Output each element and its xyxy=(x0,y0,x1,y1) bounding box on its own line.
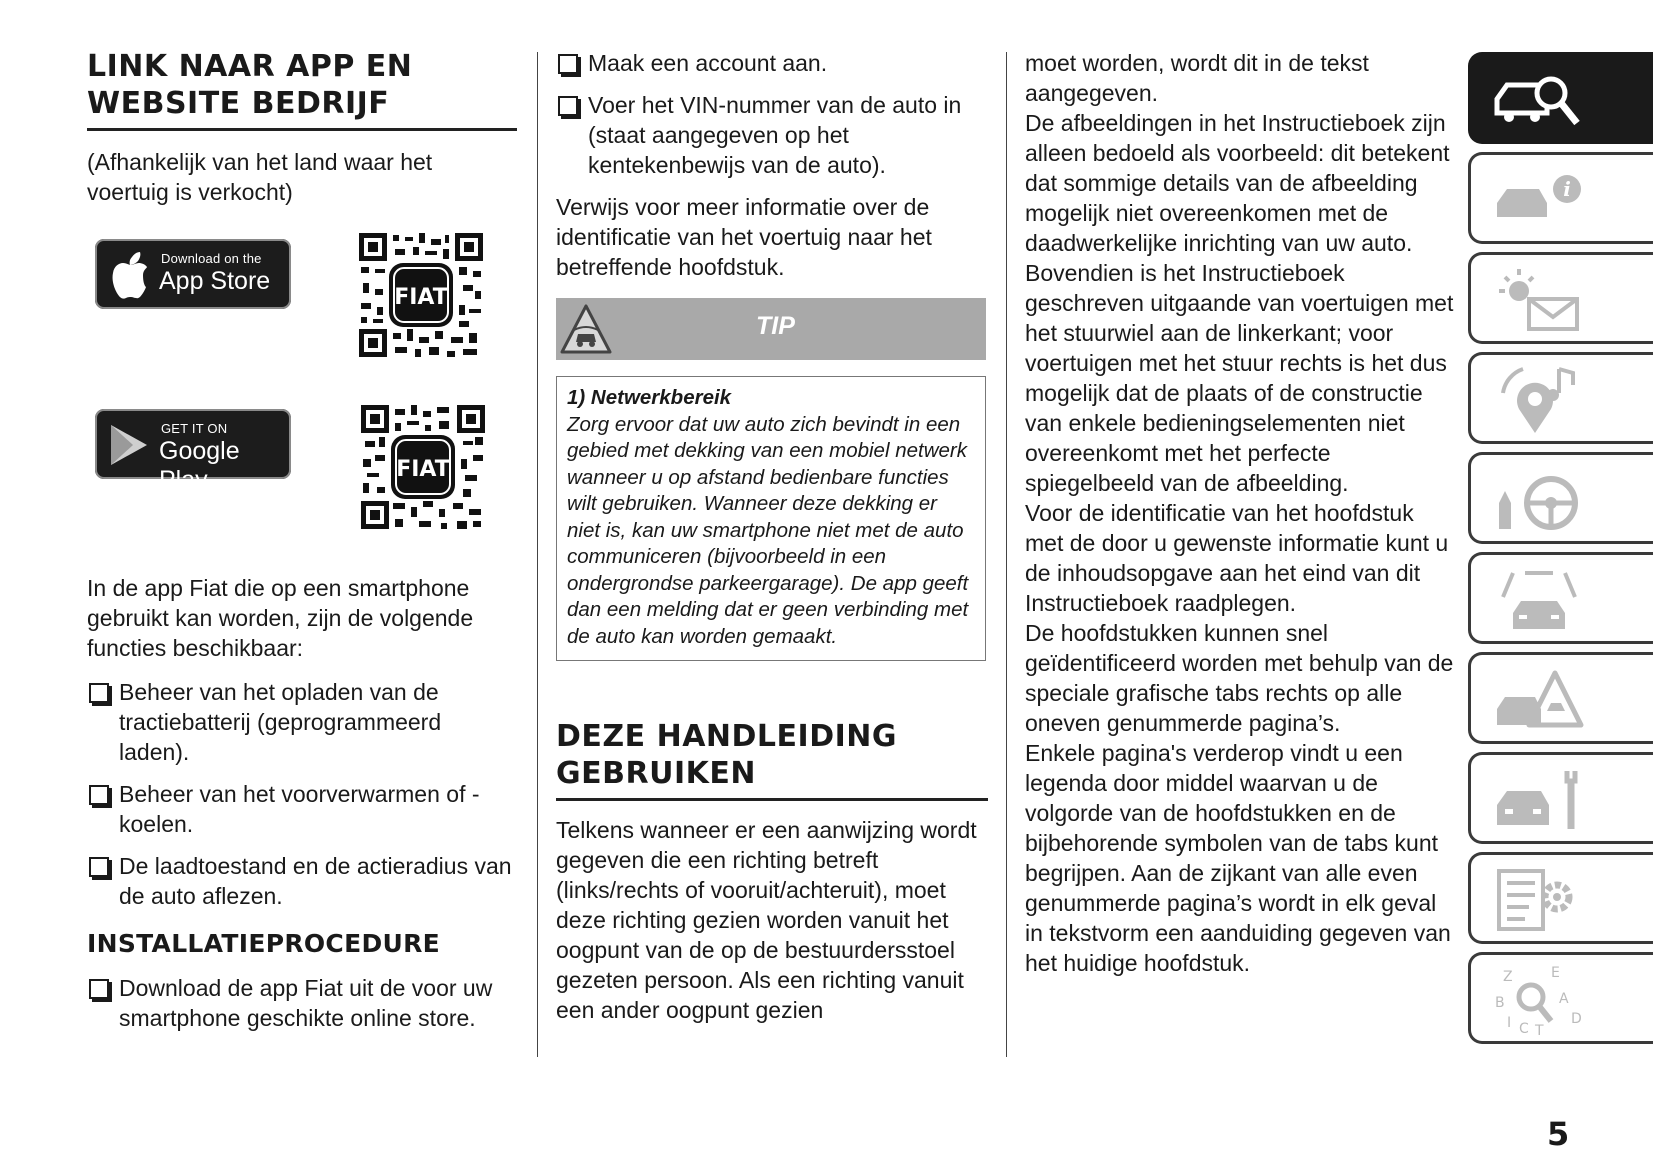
column-right xyxy=(1025,48,1455,978)
svg-text:B: B xyxy=(1495,995,1505,1011)
tip-box xyxy=(556,376,986,661)
app-store-small-text: Download on the xyxy=(161,251,262,266)
paragraph-1: moet worden, wordt dit in de tekst aangegeven. xyxy=(1025,50,1369,106)
checkbox-bullet-icon xyxy=(89,683,109,703)
checkbox-bullet-icon xyxy=(558,54,578,74)
car-warning-icon xyxy=(1489,663,1589,737)
app-store-label: App Store xyxy=(159,267,271,295)
paragraph-3: Voor de identificatie van het hoofdstuk met de door u gewenste informatie kunt u de inhoudsopgave aan het eind van dit Instructieboek raadplegen. xyxy=(1025,500,1449,616)
tip-text: Zorg ervoor dat uw auto zich bevindt in een gebied met dekking van een mobiel netwerk wanneer u op afstand bedienbare functies wilt gebruiken. Wanneer deze dekking er niet is, kan uw smartphone niet met de auto communiceren (bijvoorbeeld in een ondergrondse parkeergarage). De app geeft dan een melding dat er geen verbinding met de auto kan worden gemaakt. xyxy=(567,412,969,648)
column-divider xyxy=(537,52,538,1057)
tip-section xyxy=(556,298,988,718)
section-heading-manual: DEZE HANDLEIDING GEBRUIKEN xyxy=(556,718,988,801)
list-item: De laadtoestand en de actieradius van de auto aflezen. xyxy=(87,851,517,911)
tab-index[interactable] xyxy=(1468,952,1653,1044)
install-list xyxy=(87,973,517,1033)
svg-text:D: D xyxy=(1571,1011,1582,1027)
tab-driving[interactable] xyxy=(1468,452,1653,544)
car-warning-triangle-icon xyxy=(560,302,612,356)
car-search-icon xyxy=(1489,63,1589,137)
qr-logo-text: FIAT xyxy=(394,285,448,310)
tab-technical-data[interactable] xyxy=(1468,852,1653,944)
list-item: Maak een account aan. xyxy=(556,48,988,78)
column-left xyxy=(87,48,517,1033)
tip-title: 1) Netwerkbereik xyxy=(567,386,732,409)
google-play-small-text: GET IT ON xyxy=(161,421,228,436)
store-badges-area xyxy=(87,219,517,549)
tip-label: TIP xyxy=(756,312,795,340)
checkbox-bullet-icon xyxy=(89,785,109,805)
alphabet-search-icon xyxy=(1489,963,1589,1037)
qr-code-icon xyxy=(359,233,483,357)
paragraph-2: De afbeeldingen in het Instructieboek zijn alleen bedoeld als voorbeeld: dit betekent dat sommige details van de afbeelding mogelijk niet overeenkomen met de daadwerkelijke inrichting van uw auto. Bovendien is het Instructieboek geschreven uitgaande van voertuigen met het stuurwiel aan de linkerkant; voor voertuigen met het stuur rechts is het dus mogelijk dat de plaats of de constructie van enkele bedieningselementen niet overeenkomt met het perfecte spiegelbeeld van de afbeelding. xyxy=(1025,110,1454,496)
tab-car-info[interactable] xyxy=(1468,152,1653,244)
list-item: Beheer van het opladen van de tractiebatterij (geprogrammeerd laden). xyxy=(87,677,517,767)
qr-code-app-store xyxy=(359,233,483,357)
vin-info-paragraph: Verwijs voor meer informatie over de identificatie van het voertuig naar het betreffende hoofdstuk. xyxy=(556,194,932,280)
car-info-icon xyxy=(1489,163,1589,237)
svg-text:E: E xyxy=(1551,965,1560,981)
svg-text:A: A xyxy=(1559,991,1569,1007)
svg-text:i: i xyxy=(1563,177,1571,201)
tip-header xyxy=(556,298,986,360)
svg-text:I: I xyxy=(1507,1015,1512,1031)
list-gear-icon xyxy=(1489,863,1589,937)
steering-wheel-icon xyxy=(1489,463,1589,537)
country-note: (Afhankelijk van het land waar het voertuig is verkocht) xyxy=(87,149,433,205)
list-item: Download de app Fiat uit de voor uw smartphone geschikte online store. xyxy=(87,973,517,1033)
column-middle xyxy=(556,48,988,1025)
list-item: Beheer van het voorverwarmen of -koelen. xyxy=(87,779,517,839)
apple-icon xyxy=(109,249,151,299)
app-store-badge[interactable] xyxy=(95,239,291,309)
feature-list xyxy=(87,677,517,911)
install-heading: INSTALLATIEPROCEDURE xyxy=(87,929,441,958)
page-number: 5 xyxy=(1547,1115,1570,1153)
play-icon xyxy=(109,423,151,467)
direction-paragraph: Telkens wanneer er een aanwijzing wordt gegeven die een richting betreft (links/rechts of vooruit/achteruit), moet deze richting gezien worden vanuit het oogpunt van de op de bestuurdersstoel gezeten persoon. Als een richting vanuit een ander oogpunt gezien xyxy=(556,817,977,1023)
paragraph-5: Enkele pagina's verderop vindt u een legenda door middel waarvan u de volgorde van de hoofdstukken en de bijbehorende symbolen van de tabs kunt begrijpen. Aan de zijkant van alle even genummerde pagina’s wordt in elk geval in tekstvorm een aanduiding gegeven van het huidige hoofdstuk. xyxy=(1025,740,1451,976)
tab-multimedia[interactable] xyxy=(1468,352,1653,444)
signal-music-pin-icon xyxy=(1489,363,1589,437)
qr-code-icon xyxy=(361,405,485,529)
car-wrench-icon xyxy=(1489,763,1589,837)
section-heading-app-link: LINK NAAR APP EN WEBSITE BEDRIJF xyxy=(87,48,517,131)
sun-envelope-icon xyxy=(1489,263,1589,337)
tab-lights[interactable] xyxy=(1468,252,1653,344)
column-divider xyxy=(1006,52,1007,1057)
app-intro: In de app Fiat die op een smartphone gebruikt kan worden, zijn de volgende functies beschikbaar: xyxy=(87,575,474,661)
google-play-badge[interactable] xyxy=(95,409,291,494)
checkbox-bullet-icon xyxy=(89,857,109,877)
qr-code-google-play xyxy=(361,405,485,529)
svg-text:T: T xyxy=(1535,1023,1544,1037)
lane-assist-icon xyxy=(1489,563,1589,637)
tab-emergency[interactable] xyxy=(1468,652,1653,744)
qr-logo-text: FIAT xyxy=(396,457,450,482)
checkbox-bullet-icon xyxy=(89,979,109,999)
tab-car-search[interactable] xyxy=(1468,52,1653,144)
tab-maintenance[interactable] xyxy=(1468,752,1653,844)
list-item: Voer het VIN-nummer van de auto in (staat aangegeven op het kentekenbewijs van de auto). xyxy=(556,90,988,180)
svg-text:C: C xyxy=(1519,1021,1529,1037)
google-play-label: Google Play xyxy=(159,437,240,494)
checkbox-bullet-icon xyxy=(558,96,578,116)
paragraph-4: De hoofdstukken kunnen snel geïdentificeerd worden met behulp van de speciale grafische tabs rechts op alle oneven genummerde pagina’s. xyxy=(1025,620,1454,736)
tab-safety[interactable] xyxy=(1468,552,1653,644)
svg-text:Z: Z xyxy=(1503,969,1513,985)
